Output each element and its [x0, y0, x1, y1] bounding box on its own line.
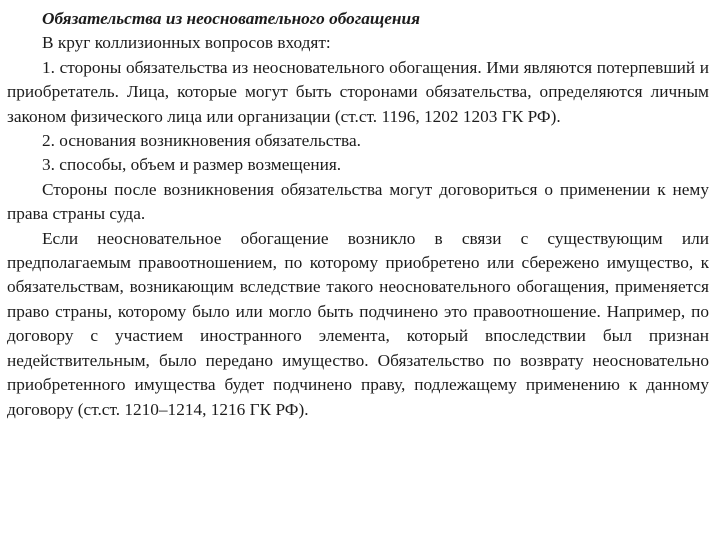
document-title: Обязательства из неосновательного обогащения [42, 9, 421, 28]
paragraph-item-1: 1. стороны обязательства из неосновательного обогащения. Ими являются потерпевший и приобретатель. Лица, которые могут быть сторонами обязательства, определяются личным законом физического лица или организации (ст.ст. 1196, 1202 1203 ГК РФ). [7, 57, 709, 126]
paragraph-item-2: 2. основания возникновения обязательства. [42, 131, 361, 151]
paragraph-intro: В круг коллизионных вопросов входят: [42, 33, 331, 53]
paragraph-agreement: Стороны после возникновения обязательства могут договориться о применении к нему права страны суда. [7, 179, 709, 224]
paragraph-item-3: 3. способы, объем и размер возмещения. [42, 155, 342, 175]
paragraph-applicable-law: Если неосновательное обогащение возникло в связи с существующим или предполагаемым правоотношением, по которому приобретено или сбережено имущество, к обязательствам, возникающим вследствие такого неосновательного обогащения, применяется право страны, которому было или могло быть подчинено это правоотношение. Например, по договору с участием иностранного элемента, который впоследствии был признан недействительным, было передано имущество. Обязательство по возврату неосновательно приобретенного имущества будет подчинено праву, подлежащему применению к данному договору (ст.ст. 1210–1214, 1216 ГК РФ). [7, 228, 709, 419]
document-text [7, 7, 709, 422]
